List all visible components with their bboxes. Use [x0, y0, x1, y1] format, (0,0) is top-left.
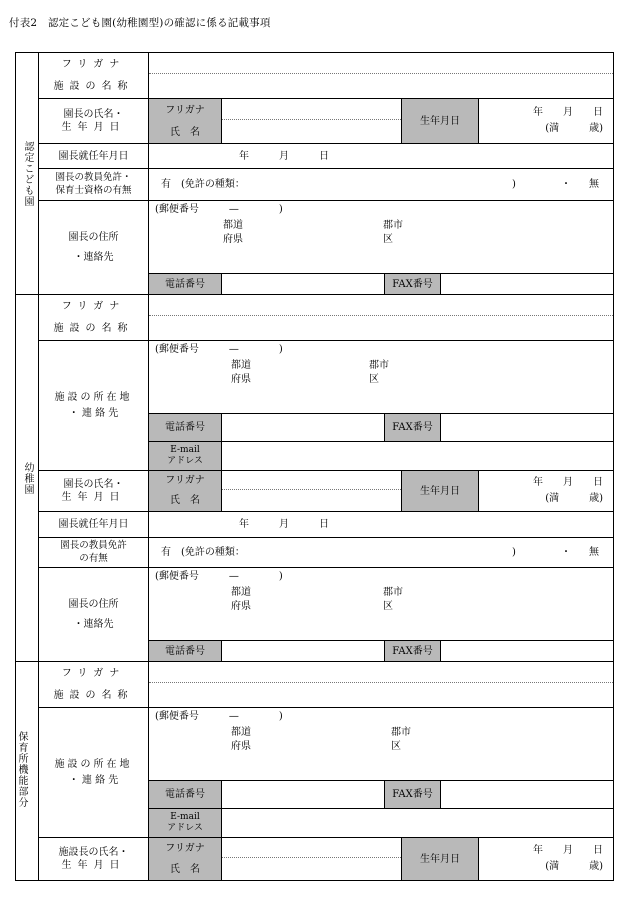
- license-close-paren: ): [512, 547, 516, 558]
- phone-text: 電話番号: [165, 422, 205, 433]
- hoiku-phone-label: [148, 780, 222, 809]
- fax-text: FAX番号: [392, 645, 433, 657]
- location-label-line2: ・ 連 絡 先: [68, 774, 119, 786]
- furigana-label: フリガナ: [61, 300, 126, 312]
- furigana-small-label: フリガナ: [165, 104, 205, 116]
- postal-code-text: (郵便番号 — ): [155, 711, 283, 722]
- nintei-address-field[interactable]: [148, 200, 614, 274]
- youchien-address-field[interactable]: [148, 567, 614, 641]
- nintei-fax-label: [384, 273, 441, 295]
- prefecture-text-1: 都道: [231, 360, 251, 371]
- prefecture-text-2: 府県: [231, 374, 251, 385]
- youchien-email-field[interactable]: [221, 441, 614, 471]
- youchien-facility-name-field[interactable]: [148, 294, 614, 341]
- city-text-1: 郡市: [391, 727, 411, 738]
- prefecture-text-1: 都道: [231, 587, 251, 598]
- youchien-fax-label: [384, 413, 441, 442]
- city-text-2: 区: [383, 601, 393, 612]
- youchien-phone-label: [148, 413, 222, 442]
- birthdate-text: 生年月日: [420, 853, 460, 865]
- nintei-appointment-label: [38, 143, 149, 169]
- youchien-address-fax-label: [384, 640, 441, 662]
- fax-text: FAX番号: [392, 789, 433, 800]
- phone-text: 電話番号: [165, 645, 205, 657]
- ymd-text: 年 月 日: [533, 107, 603, 118]
- facility-name-label: 施設の名称: [53, 690, 134, 701]
- youchien-license-label: [38, 537, 149, 568]
- furigana-small-label: フリガナ: [165, 842, 205, 854]
- facility-name-label: 施設の名称: [53, 81, 134, 92]
- youchien-director-name-field[interactable]: [221, 470, 402, 512]
- phone-text: 電話番号: [165, 789, 205, 800]
- section-header-youchien: [15, 294, 39, 662]
- section-label: 保育所機能部分: [16, 730, 27, 808]
- nintei-birthdate-label: [401, 98, 479, 144]
- document-title: 付表2 認定こども園(幼稚園型)の確認に係る記載事項: [9, 17, 271, 29]
- birthdate-text: 生年月日: [420, 115, 460, 127]
- age-text: (満 歳): [545, 493, 603, 504]
- hoiku-birthdate-field[interactable]: [478, 837, 614, 881]
- nintei-appointment-field[interactable]: [148, 143, 614, 169]
- name-small-label: 氏 名: [170, 495, 200, 506]
- youchien-furigana-subcell: [148, 470, 222, 512]
- youchien-appointment-label: [38, 511, 149, 538]
- youchien-location-field[interactable]: [148, 340, 614, 414]
- nintei-fax-field[interactable]: [440, 273, 614, 295]
- youchien-license-field[interactable]: [148, 537, 614, 568]
- hoiku-director-name-field[interactable]: [221, 837, 402, 881]
- age-text: (満 歳): [545, 861, 603, 872]
- birthdate-label: 生年月日: [61, 122, 126, 133]
- city-text-1: 郡市: [383, 220, 403, 231]
- birthdate-label: 生年月日: [61, 492, 126, 503]
- youchien-phone-field[interactable]: [221, 413, 385, 442]
- license-label-line1: 園長の教員免許・: [55, 172, 132, 184]
- hoiku-fax-label: [384, 780, 441, 809]
- youchien-location-label: [38, 340, 149, 471]
- license-no-text: 無: [589, 179, 599, 190]
- hoiku-name-label-cell: [38, 661, 149, 708]
- nintei-phone-field[interactable]: [221, 273, 385, 295]
- license-yes-text: 有 (免許の種類：: [161, 547, 245, 558]
- nintei-license-field[interactable]: [148, 168, 614, 201]
- nintei-director-label-cell: [38, 98, 149, 144]
- address-label-line1: 園長の住所: [68, 231, 119, 243]
- email-label-line1: E-mail: [170, 812, 200, 823]
- postal-code-text: (郵便番号 — ): [155, 344, 283, 355]
- hoiku-email-label: [148, 808, 222, 838]
- address-label-line2: ・連絡先: [73, 618, 114, 630]
- nintei-birthdate-field[interactable]: [478, 98, 614, 144]
- city-text-2: 区: [383, 234, 393, 245]
- appointment-date-text: 年 月 日: [239, 151, 329, 162]
- address-label-line1: 園長の住所: [68, 598, 119, 610]
- license-label-line1: 園長の教員免許: [60, 540, 127, 552]
- prefecture-text-1: 都道: [231, 727, 251, 738]
- license-label-line2: 保育士資格の有無: [55, 184, 132, 196]
- youchien-birthdate-label: [401, 470, 479, 512]
- name-small-label: 氏 名: [170, 863, 200, 875]
- fax-text: FAX番号: [392, 422, 433, 433]
- prefecture-text-2: 府県: [231, 741, 251, 752]
- hoiku-furigana-subcell: [148, 837, 222, 881]
- facility-name-label: 施設の名称: [53, 323, 134, 334]
- hoiku-location-field[interactable]: [148, 707, 614, 781]
- fax-text: FAX番号: [392, 278, 433, 290]
- nintei-address-label: [38, 200, 149, 295]
- youchien-appointment-field[interactable]: [148, 511, 614, 538]
- ymd-text: 年 月 日: [533, 477, 603, 488]
- nintei-furigana-subcell: [148, 98, 222, 144]
- youchien-email-label: [148, 441, 222, 471]
- appointment-date-text: 年 月 日: [239, 519, 329, 530]
- director-name-birth-label: 園長の氏名・: [63, 109, 124, 120]
- location-label-line1: 施設の所在地: [54, 758, 133, 770]
- license-separator: ・: [561, 179, 571, 190]
- prefecture-text-2: 府県: [231, 601, 251, 612]
- nintei-director-name-field[interactable]: [221, 98, 402, 144]
- youchien-birthdate-field[interactable]: [478, 470, 614, 512]
- license-separator: ・: [561, 547, 571, 558]
- furigana-label: フリガナ: [61, 667, 126, 679]
- age-text: (満 歳): [545, 123, 603, 134]
- furigana-label: フリガナ: [61, 58, 126, 70]
- city-text-1: 郡市: [369, 360, 389, 371]
- license-close-paren: ): [512, 179, 516, 190]
- section-header-hoikusho: [15, 661, 39, 881]
- section-label: 認定こども園: [22, 140, 33, 207]
- hoiku-email-field[interactable]: [221, 808, 614, 838]
- section-header-nintei-kodomoen: [15, 52, 39, 295]
- youchien-address-label: [38, 567, 149, 662]
- prefecture-text-2: 府県: [223, 234, 243, 245]
- appointment-text: 園長就任年月日: [58, 150, 129, 162]
- location-label-line1: 施設の所在地: [54, 391, 133, 403]
- hoiku-location-label: [38, 707, 149, 838]
- location-label-line2: ・ 連 絡 先: [68, 407, 119, 419]
- name-small-label: 氏 名: [170, 126, 200, 138]
- hoiku-fax-field[interactable]: [440, 780, 614, 809]
- postal-code-text: (郵便番号 — ): [155, 204, 283, 215]
- nintei-name-label-cell: [38, 52, 149, 99]
- youchien-address-phone-field[interactable]: [221, 640, 385, 662]
- postal-code-text: (郵便番号 — ): [155, 571, 283, 582]
- city-text-2: 区: [391, 741, 401, 752]
- furigana-small-label: フリガナ: [165, 475, 205, 486]
- email-label-line2: アドレス: [167, 823, 203, 833]
- birthdate-label: 生年月日: [61, 860, 126, 871]
- city-text-1: 郡市: [383, 587, 403, 598]
- nintei-facility-name-field[interactable]: [148, 52, 614, 99]
- address-label-line2: ・連絡先: [73, 251, 114, 263]
- youchien-address-fax-field[interactable]: [440, 640, 614, 662]
- phone-text: 電話番号: [165, 278, 205, 290]
- city-text-2: 区: [369, 374, 379, 385]
- director-name-birth-label: 施設長の氏名・: [58, 847, 129, 858]
- appointment-text: 園長就任年月日: [58, 519, 129, 530]
- license-no-text: 無: [589, 547, 599, 558]
- director-name-birth-label: 園長の氏名・: [63, 479, 124, 490]
- hoiku-director-label-cell: [38, 837, 149, 881]
- hoiku-birthdate-label: [401, 837, 479, 881]
- ymd-text: 年 月 日: [533, 845, 603, 856]
- license-label-line2: の有無: [79, 552, 108, 564]
- hoiku-phone-field[interactable]: [221, 780, 385, 809]
- nintei-license-label: [38, 168, 149, 201]
- birthdate-text: 生年月日: [420, 485, 460, 497]
- prefecture-text-1: 都道: [223, 220, 243, 231]
- email-label-line2: アドレス: [167, 456, 203, 466]
- hoiku-facility-name-field[interactable]: [148, 661, 614, 708]
- youchien-director-label-cell: [38, 470, 149, 512]
- email-label-line1: E-mail: [170, 445, 200, 456]
- youchien-fax-field[interactable]: [440, 413, 614, 442]
- license-yes-text: 有 (免許の種類：: [161, 179, 245, 190]
- nintei-phone-label: [148, 273, 222, 295]
- youchien-address-phone-label: [148, 640, 222, 662]
- section-label: 幼稚園: [22, 461, 33, 495]
- youchien-name-label-cell: [38, 294, 149, 341]
